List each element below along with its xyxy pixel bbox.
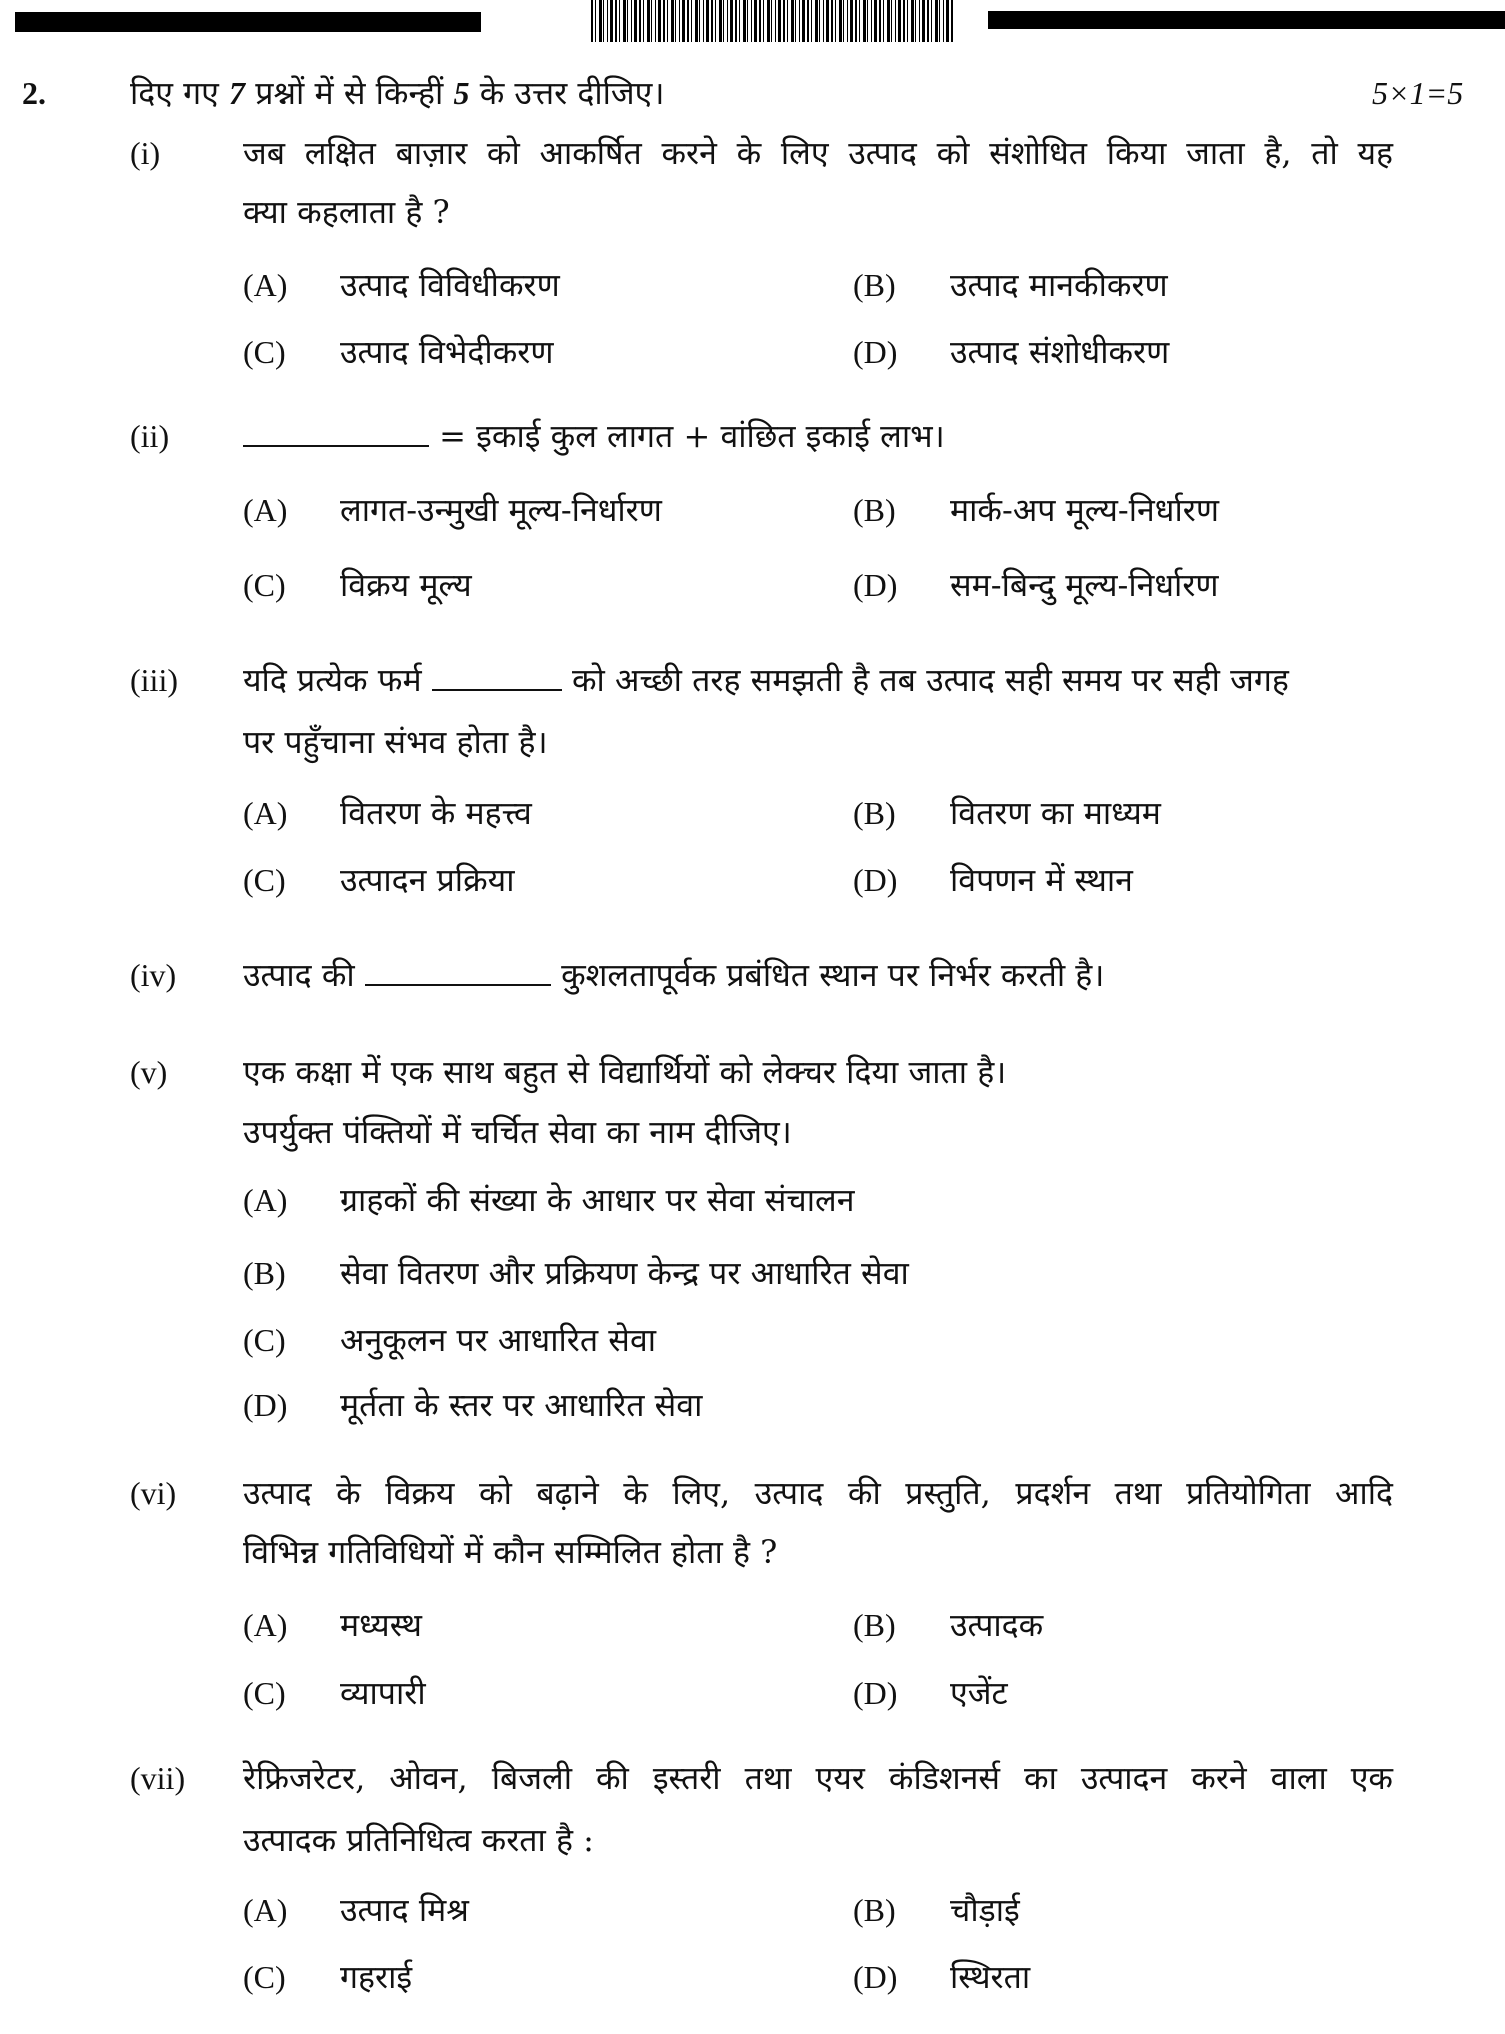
option-label: (B) bbox=[853, 267, 896, 303]
option-text: उत्पाद मिश्र bbox=[340, 1891, 469, 1929]
instruction-pre: दिए गए bbox=[130, 74, 230, 112]
question-text bbox=[243, 416, 945, 456]
option-label: (B) bbox=[243, 1255, 286, 1291]
option-label: (B) bbox=[853, 1892, 896, 1928]
option-label: (C) bbox=[243, 1959, 286, 1995]
option-label: (A) bbox=[243, 1607, 288, 1643]
option-label: (B) bbox=[853, 795, 896, 831]
option-text: उत्पाद मानकीकरण bbox=[950, 266, 1168, 304]
option-label: (D) bbox=[853, 1675, 898, 1711]
question-text bbox=[243, 955, 1104, 995]
option-text: विक्रय मूल्य bbox=[340, 566, 472, 604]
option-text: गहराई bbox=[340, 1958, 413, 1996]
question-text-pre: उत्पाद की bbox=[243, 956, 365, 994]
option-text: सम-बिन्दु मूल्य-निर्धारण bbox=[950, 566, 1219, 604]
instruction-num1: 7 bbox=[229, 75, 246, 111]
sub-question-number: (i) bbox=[130, 135, 161, 171]
option-text: अनुकूलन पर आधारित सेवा bbox=[340, 1321, 657, 1359]
question-text-cont: उपर्युक्त पंक्तियों में चर्चित सेवा का नाम दीजिए। bbox=[243, 1113, 792, 1151]
question-text-cont: विभिन्न गतिविधियों में कौन सम्मिलित होता है ? bbox=[243, 1533, 778, 1571]
option-label: (A) bbox=[243, 1892, 288, 1928]
option-label: (A) bbox=[243, 795, 288, 831]
option-label: (D) bbox=[853, 862, 898, 898]
instruction bbox=[130, 73, 664, 113]
option-label: (D) bbox=[243, 1387, 288, 1423]
question-text: एक कक्षा में एक साथ बहुत से विद्यार्थियों को लेक्चर दिया जाता है। bbox=[243, 1053, 1007, 1091]
option-text: वितरण का माध्यम bbox=[950, 794, 1161, 832]
marks: 5×1=5 bbox=[1372, 75, 1464, 111]
option-label: (D) bbox=[853, 567, 898, 603]
option-text: उत्पाद विभेदीकरण bbox=[340, 333, 554, 371]
fill-blank bbox=[365, 958, 551, 986]
fill-blank bbox=[432, 663, 562, 691]
option-text: विपणन में स्थान bbox=[950, 861, 1133, 899]
instruction-num2: 5 bbox=[453, 75, 470, 111]
option-text: स्थिरता bbox=[950, 1958, 1031, 1996]
question-text-post: को अच्छी तरह समझती है तब उत्पाद सही समय पर सही जगह bbox=[561, 661, 1289, 699]
question-text-pre: यदि प्रत्येक फर्म bbox=[243, 661, 432, 699]
option-label: (D) bbox=[853, 334, 898, 370]
option-label: (A) bbox=[243, 267, 288, 303]
option-text: ग्राहकों की संख्या के आधार पर सेवा संचालन bbox=[340, 1181, 855, 1219]
option-text: वितरण के महत्त्व bbox=[340, 794, 532, 832]
option-label: (C) bbox=[243, 1322, 286, 1358]
option-text: एजेंट bbox=[950, 1674, 1008, 1712]
question-text-cont: पर पहुँचाना संभव होता है। bbox=[243, 723, 548, 761]
question-text: रेफ्रिजरेटर, ओवन, बिजली की इस्तरी तथा एयर कंडिशनर्स का उत्पादन करने वाला एक bbox=[243, 1759, 1393, 1797]
option-label: (C) bbox=[243, 1675, 286, 1711]
option-label: (A) bbox=[243, 492, 288, 528]
sub-question-number: (ii) bbox=[130, 418, 170, 454]
top-right-bar bbox=[988, 11, 1505, 29]
question-text-post: कुशलतापूर्वक प्रबंधित स्थान पर निर्भर करती है। bbox=[550, 956, 1105, 994]
barcode bbox=[591, 0, 953, 42]
option-text: व्यापारी bbox=[340, 1674, 426, 1712]
question-text-cont: उत्पादक प्रतिनिधित्व करता है : bbox=[243, 1821, 594, 1859]
question-text-post: = इकाई कुल लागत + वांछित इकाई लाभ। bbox=[429, 417, 945, 455]
option-text: चौड़ाई bbox=[950, 1891, 1020, 1929]
sub-question-number: (vii) bbox=[130, 1760, 186, 1796]
option-label: (C) bbox=[243, 334, 286, 370]
option-text: उत्पादक bbox=[950, 1606, 1044, 1644]
question-number: 2. bbox=[22, 75, 46, 111]
top-left-bar bbox=[15, 12, 481, 32]
option-text: मार्क-अप मूल्य-निर्धारण bbox=[950, 491, 1219, 529]
option-text: उत्पादन प्रक्रिया bbox=[340, 861, 515, 899]
option-text: सेवा वितरण और प्रक्रियण केन्द्र पर आधारित सेवा bbox=[340, 1254, 909, 1292]
question-text: जब लक्षित बाज़ार को आकर्षित करने के लिए उत्पाद को संशोधित किया जाता है, तो यह bbox=[243, 134, 1393, 172]
sub-question-number: (iii) bbox=[130, 662, 178, 698]
option-label: (C) bbox=[243, 567, 286, 603]
sub-question-number: (vi) bbox=[130, 1475, 177, 1511]
option-label: (C) bbox=[243, 862, 286, 898]
option-label: (B) bbox=[853, 492, 896, 528]
option-text: लागत-उन्मुखी मूल्य-निर्धारण bbox=[340, 491, 662, 529]
question-text bbox=[243, 660, 1289, 700]
option-text: मूर्तता के स्तर पर आधारित सेवा bbox=[340, 1386, 703, 1424]
sub-question-number: (iv) bbox=[130, 957, 177, 993]
instruction-mid: प्रश्नों में से किन्हीं bbox=[245, 74, 454, 112]
instruction-post: के उत्तर दीजिए। bbox=[469, 74, 665, 112]
option-text: उत्पाद संशोधीकरण bbox=[950, 333, 1170, 371]
option-text: मध्यस्थ bbox=[340, 1606, 422, 1644]
option-text: उत्पाद विविधीकरण bbox=[340, 266, 560, 304]
option-label: (B) bbox=[853, 1607, 896, 1643]
option-label: (A) bbox=[243, 1182, 288, 1218]
sub-question-number: (v) bbox=[130, 1054, 168, 1090]
fill-blank bbox=[243, 419, 429, 447]
option-label: (D) bbox=[853, 1959, 898, 1995]
question-text-cont: क्या कहलाता है ? bbox=[243, 193, 450, 231]
question-text: उत्पाद के विक्रय को बढ़ाने के लिए, उत्पाद की प्रस्तुति, प्रदर्शन तथा प्रतियोगिता आदि bbox=[243, 1474, 1393, 1512]
